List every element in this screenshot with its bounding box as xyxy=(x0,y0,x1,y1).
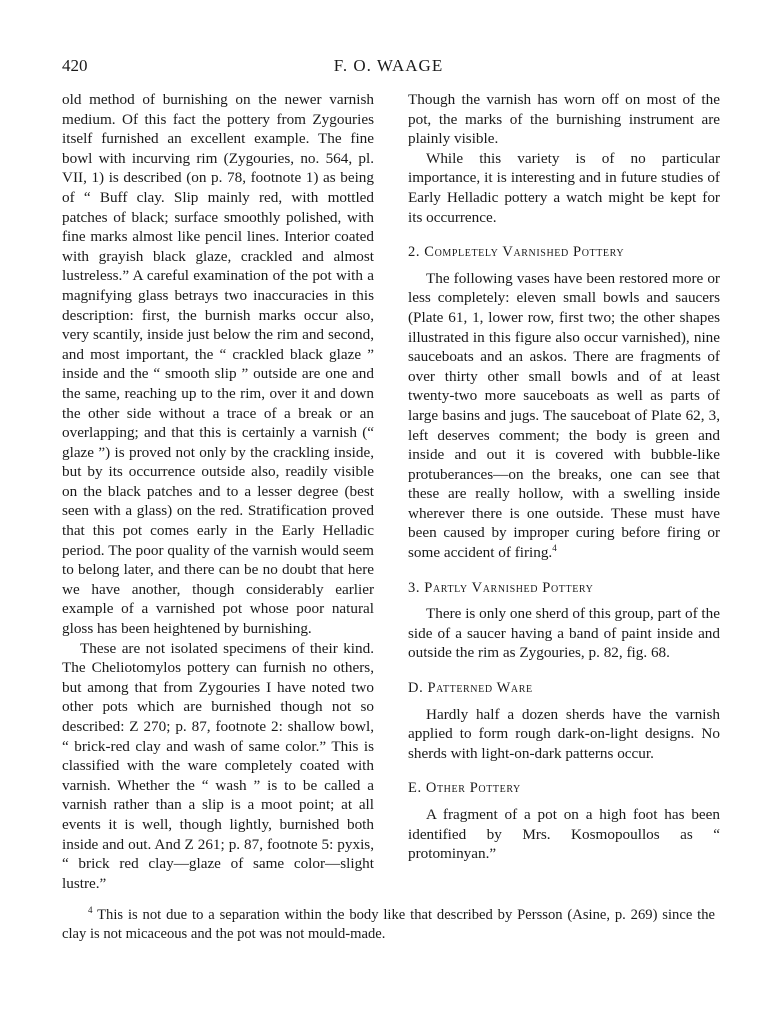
running-head: F. O. WAAGE xyxy=(333,56,444,75)
left-column xyxy=(62,90,374,893)
footnote-mark: 4 xyxy=(88,905,93,916)
page-number: 420 xyxy=(62,56,88,75)
paragraph-variety: While this variety is of no particular importance, it is interesting and in future studies of Early Helladic pottery a watch might be kept for its occurrence. xyxy=(408,149,720,226)
section-heading-other-pottery: E. Other Pottery xyxy=(408,780,521,797)
section-text-patterned-ware: Hardly half a dozen sherds have the varnish applied to form rough dark-on-light designs. No sherds with light-on-dark patterns occur. xyxy=(408,705,720,762)
footnote-text: This is not due to a separation within the body like that described by Persson (Asine, p. 269) since the clay is not micaceous and the pot was not mould-made. xyxy=(62,907,715,942)
paragraph-burnishing: old method of burnishing on the newer varnish medium. Of this fact the pottery from Zygouries itself furnished an excellent example. The fine bowl with incurving rim (Zygouries, no. 564, pl. VII, 1) is described (on p. 78, footnote 1) as being of “ Buff clay. Slip mainly red, with mottled patches of black; surface smoothly polished, with fine marks almost like pencil lines. Interior coated with grayish black glaze, crackled and almost lustreless.” A careful examination of the pot with a magnifying glass betrays two inaccuracies in this description: first, the burnish marks occur also, very scantily, inside just below the rim and second, and most important, the “ crackled black glaze ” inside and the “ smooth slip ” outside are one and the same, reaching up to the rim, over it and down the other side without a trace of a break or an overlapping; and that this is certainly a varnish (“ glaze ”) is proved not only by the crackling inside, but by its occurrence outside also, readily visible on the black patches and to a lesser degree (best seen with a glass) on the red. Stratification proved that this pot comes early in the Early Helladic period. The poor quality of the varnish would seem to belong later, and there can be no doubt that here we have another, though considerably earlier example of a varnished pot whose poor natural gloss has been heightened by burnishing. xyxy=(62,91,374,638)
footnote-reference: 4 xyxy=(552,543,557,553)
section-heading-partly-varnished: 3. Partly Varnished Pottery xyxy=(408,579,594,596)
section-text-other-pottery: A fragment of a pot on a high foot has been identified by Mrs. Kosmopoullos as “ protominyan.” xyxy=(408,806,720,863)
paragraph-specimens: These are not isolated specimens of their kind. The Cheliotomylos pottery can furnish no others, but among that from Zygouries I have noted two other pots which are burnished though not so described: Z 270; p. 87, footnote 2: shallow bowl, “ brick-red clay and wash of same color.” This is classified with the ware completely coated with varnish. Whether the “ wash ” is to be called a varnish rather than a slip is a moot point; at all events it is well, though lightly, burnished both inside and out. And Z 261; p. 87, footnote 5: pyxis, “ brick red clay—glaze of same color—slight lustre.” xyxy=(62,639,374,892)
footnote xyxy=(62,906,715,944)
section-heading-patterned-ware: D. Patterned Ware xyxy=(408,680,533,697)
section-text-partly-varnished: There is only one sherd of this group, part of the side of a saucer having a band of paint inside and outside the rim as Zygouries, p. 82, fig. 68. xyxy=(408,605,720,662)
completely-varnished-text: The following vases have been restored more or less completely: eleven small bowls and saucers (Plate 61, 1, lower row, first two; the other shapes illustrated in this figure also occur varnished), nine sauceboats and an askos. There are fragments of over thirty other small bowls and of at least twenty-two more sauceboats as well as parts of large basins and jugs. The sauceboat of Plate 62, 3, left deserves comment; the body is green and inside and out it is covered with bubble-like protuberances—on the breaks, one can see that these are really hollow, with a swelling inside wherever there is one outside. These must have been caused by improper curing before firing or some accident of firing. xyxy=(408,269,720,562)
paragraph-continued: Though the varnish has worn off on most of the pot, the marks of the burnishing instrument are plainly visible. xyxy=(408,91,720,148)
section-heading-completely-varnished: 2. Completely Varnished Pottery xyxy=(408,244,625,261)
right-column xyxy=(408,90,720,864)
page-header xyxy=(62,56,715,78)
section-text-completely-varnished xyxy=(408,269,720,563)
